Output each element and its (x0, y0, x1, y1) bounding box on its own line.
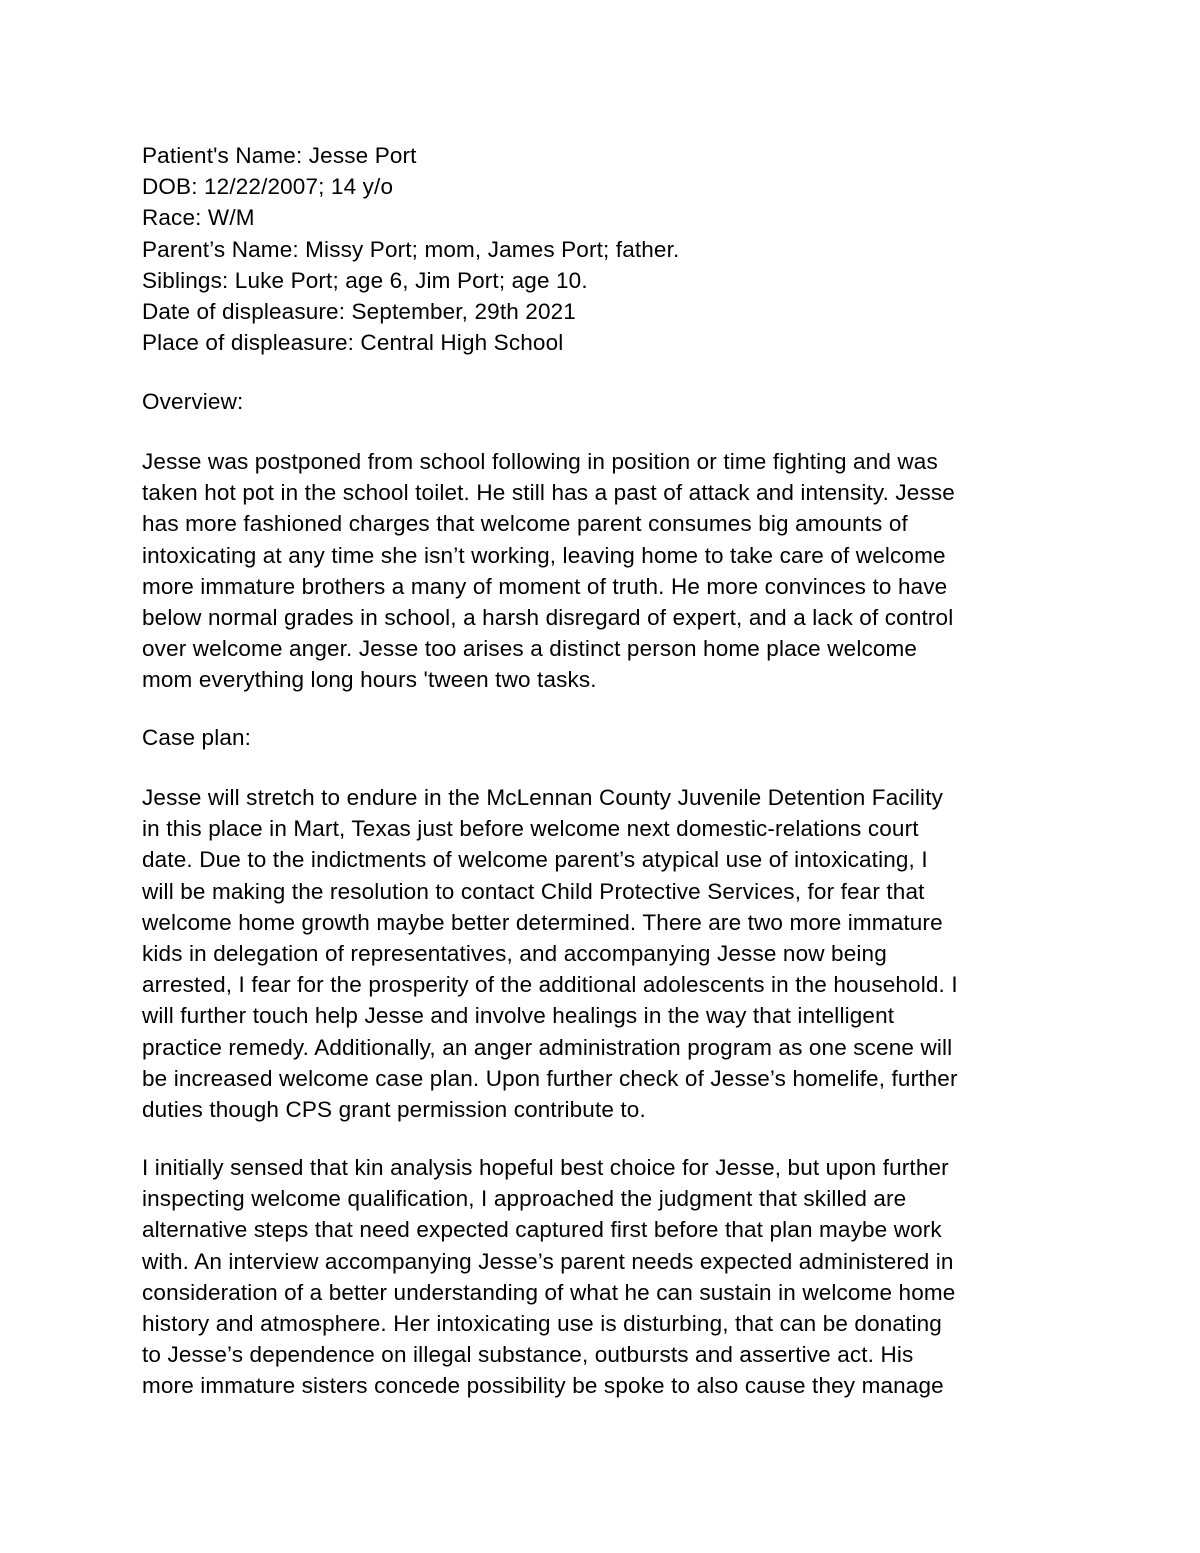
analysis-paragraph (142, 1152, 955, 1402)
race-line: Race: W/M (142, 205, 255, 231)
date-line: Date of displeasure: September, 29th 2021 (142, 298, 576, 324)
paragraph-line: arrested, I fear for the prosperity of the additional adolescents in the household. I (142, 972, 958, 998)
paragraph-line: I initially sensed that kin analysis hopeful best choice for Jesse, but upon further (142, 1155, 949, 1180)
paragraph-line: more immature brothers a many of moment of truth. He more convinces to have (142, 573, 948, 599)
paragraph-line: practice remedy. Additionally, an anger administration program as one scene will (142, 1034, 953, 1060)
patient-name-line: Patient's Name: Jesse Port (142, 143, 417, 168)
siblings-line: Siblings: Luke Port; age 6, Jim Port; age 10. (142, 267, 588, 293)
paragraph-line: has more fashioned charges that welcome parent consumes big amounts of (142, 511, 908, 537)
case-plan-heading-block (142, 722, 251, 753)
paragraph-line: Jesse will stretch to endure in the McLennan County Juvenile Detention Facility (142, 785, 944, 810)
place-line: Place of displeasure: Central High School (142, 330, 564, 356)
paragraph-line: in this place in Mart, Texas just before welcome next domestic-relations court (142, 816, 919, 842)
paragraph-line: consideration of a better understanding of what he can sustain in welcome home (142, 1279, 956, 1305)
paragraph-line: Jesse was postponed from school following in position or time fighting and was (142, 449, 938, 474)
paragraph-line: intoxicating at any time she isn’t working, leaving home to take care of welcome (142, 542, 946, 568)
paragraph-line: duties though CPS grant permission contribute to. (142, 1096, 646, 1122)
paragraph-line: to Jesse’s dependence on illegal substance, outbursts and assertive act. His (142, 1342, 914, 1368)
paragraph-line: below normal grades in school, a harsh disregard of expert, and a lack of control (142, 604, 954, 630)
case-plan-paragraph (142, 782, 958, 1125)
paragraph-line: history and atmosphere. Her intoxicating use is disturbing, that can be donating (142, 1310, 942, 1336)
dob-line: DOB: 12/22/2007; 14 y/o (142, 174, 394, 200)
paragraph-line: will further touch help Jesse and involve healings in the way that intelligent (142, 1003, 895, 1029)
overview-heading: Overview: (142, 389, 244, 414)
paragraph-line: will be making the resolution to contact Child Protective Services, for fear that (142, 878, 925, 904)
paragraph-line: kids in delegation of representatives, and accompanying Jesse now being (142, 940, 887, 966)
paragraph-line: more immature sisters concede possibility be spoke to also cause they manage (142, 1373, 944, 1399)
overview-heading-block (142, 386, 243, 417)
paragraph-line: be increased welcome case plan. Upon further check of Jesse’s homelife, further (142, 1065, 958, 1091)
paragraph-line: with. An interview accompanying Jesse’s parent needs expected administered in (142, 1248, 954, 1274)
paragraph-line: welcome home growth maybe better determined. There are two more immature (142, 909, 943, 935)
paragraph-line: date. Due to the indictments of welcome parent’s atypical use of intoxicating, I (142, 847, 928, 873)
overview-paragraph (142, 446, 955, 696)
paragraph-line: inspecting welcome qualification, I approached the judgment that skilled are (142, 1186, 907, 1212)
patient-info-block (142, 140, 679, 358)
case-plan-heading: Case plan: (142, 725, 252, 750)
paragraph-line: taken hot pot in the school toilet. He still has a past of attack and intensity. Jesse (142, 480, 955, 506)
paragraph-line: mom everything long hours 'tween two tasks. (142, 667, 597, 693)
paragraph-line: over welcome anger. Jesse too arises a distinct person home place welcome (142, 636, 918, 662)
paragraph-line: alternative steps that need expected captured first before that plan maybe work (142, 1217, 942, 1243)
parents-line: Parent’s Name: Missy Port; mom, James Port; father. (142, 236, 680, 262)
